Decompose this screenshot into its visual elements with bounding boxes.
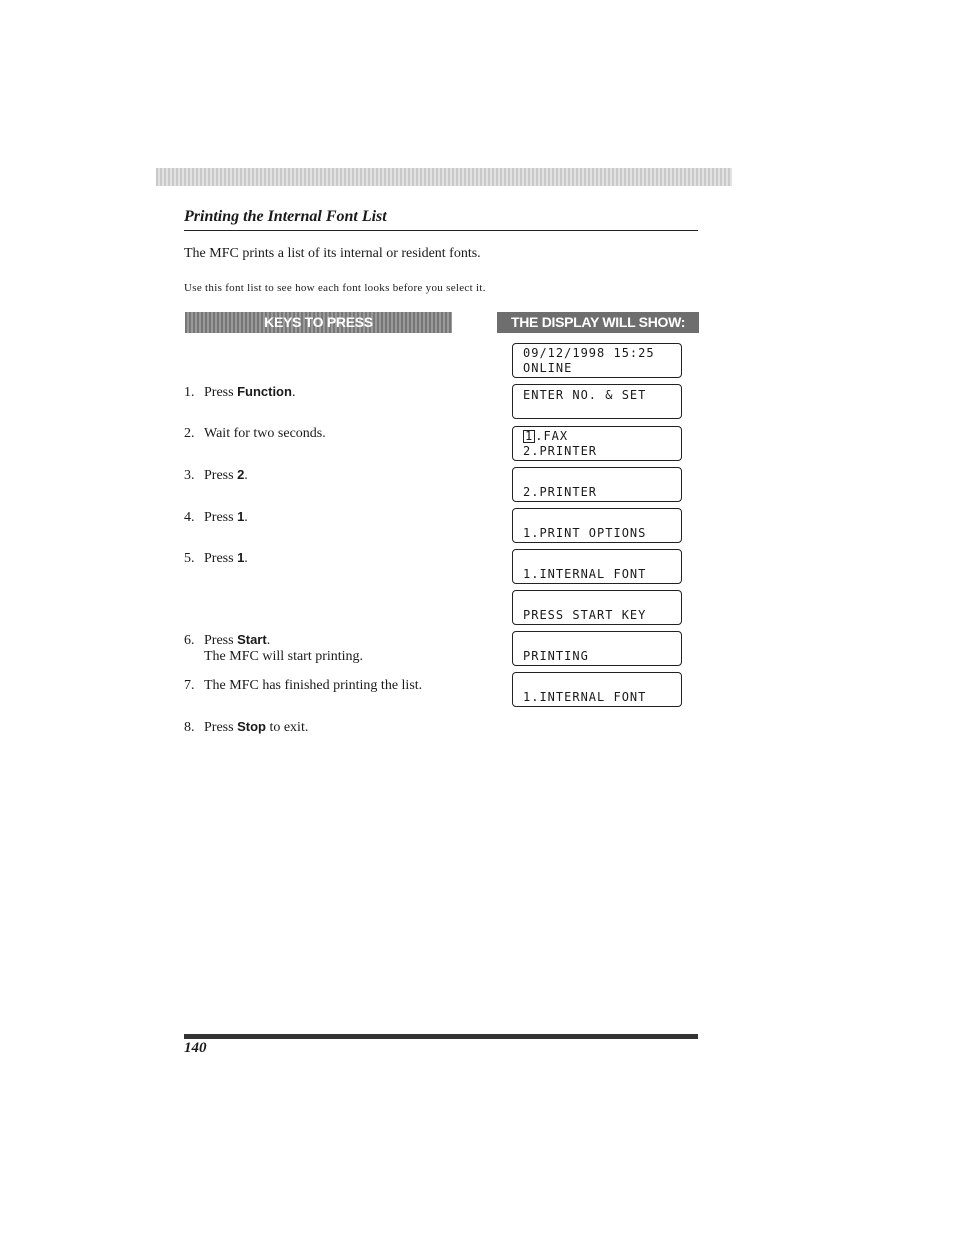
key-name: Stop (237, 719, 266, 734)
step-6 (184, 632, 363, 665)
keys-to-press-header: KEYS TO PRESS (185, 312, 452, 333)
step-text: Press (204, 385, 238, 400)
step-number: 6. (184, 633, 195, 648)
step-number: 3. (184, 468, 195, 483)
key-name: 2 (237, 467, 245, 482)
step-number: 2. (184, 426, 195, 441)
top-shaded-bar (156, 168, 732, 186)
lcd-line-2: 1.PRINT OPTIONS (523, 526, 647, 540)
step-text: Press (204, 633, 238, 648)
step-text: Wait for two seconds. (204, 426, 326, 441)
display-will-show-header: THE DISPLAY WILL SHOW: (497, 312, 699, 333)
step-text: Press (204, 551, 238, 566)
selection-cursor-box: 1 (525, 429, 534, 443)
intro-text: The MFC prints a list of its internal or resident fonts. (184, 246, 481, 261)
step-7 (184, 678, 422, 694)
title-rule (184, 230, 698, 231)
lcd-line-2: 1.INTERNAL FONT (523, 567, 647, 581)
lcd-display-1 (512, 343, 682, 378)
lcd-line-2: ONLINE (523, 361, 573, 375)
key-name: Function (237, 384, 292, 399)
key-name: Start (237, 632, 267, 647)
note-text: Use this font list to see how each font looks before you select it. (184, 282, 486, 294)
lcd-display-3 (512, 426, 682, 461)
step-number: 8. (184, 720, 195, 735)
lcd-display-8 (512, 631, 682, 666)
lcd-line-2: 2.PRINTER (523, 444, 598, 458)
key-name: 1 (237, 509, 245, 524)
step-3 (184, 467, 248, 484)
step-number: 1. (184, 385, 195, 400)
step-text: Press (204, 468, 238, 483)
key-name: 1 (237, 550, 245, 565)
step-number: 7. (184, 678, 195, 693)
section-title: Printing the Internal Font List (184, 208, 387, 225)
step-text-end: . (244, 551, 248, 566)
lcd-line-2: 2.PRINTER (523, 485, 598, 499)
step-text: Press (204, 510, 238, 525)
lcd-line-1: ENTER NO. & SET (523, 388, 647, 402)
lcd-display-7 (512, 590, 682, 625)
lcd-line-2: PRESS START KEY (523, 608, 647, 622)
lcd-display-2 (512, 384, 682, 419)
lcd-line-1: 09/12/1998 15:25 (523, 346, 655, 360)
step-text-end: . (266, 633, 271, 648)
step-1 (184, 384, 295, 401)
step-text: The MFC has finished printing the list. (204, 678, 423, 693)
step-text-end: . (244, 510, 248, 525)
step-text: Press (204, 720, 238, 735)
step-text-end: . (291, 385, 296, 400)
step-text-end: . (244, 468, 248, 483)
page-number: 140 (184, 1040, 207, 1056)
lcd-display-9 (512, 672, 682, 707)
lcd-line-1 (523, 429, 568, 443)
step-8 (184, 719, 308, 736)
step-subtext: The MFC will start printing. (204, 649, 364, 664)
step-5 (184, 550, 248, 567)
step-2 (184, 426, 326, 442)
step-text-end: to exit. (265, 720, 309, 735)
step-number: 4. (184, 510, 195, 525)
lcd-display-5 (512, 508, 682, 543)
step-4 (184, 509, 248, 526)
lcd-line-2: PRINTING (523, 649, 589, 663)
bottom-rule (184, 1034, 698, 1039)
lcd-line-2: 1.INTERNAL FONT (523, 690, 647, 704)
lcd-display-4 (512, 467, 682, 502)
lcd-display-6 (512, 549, 682, 584)
lcd-line-1-text: .FAX (535, 429, 569, 443)
step-number: 5. (184, 551, 195, 566)
